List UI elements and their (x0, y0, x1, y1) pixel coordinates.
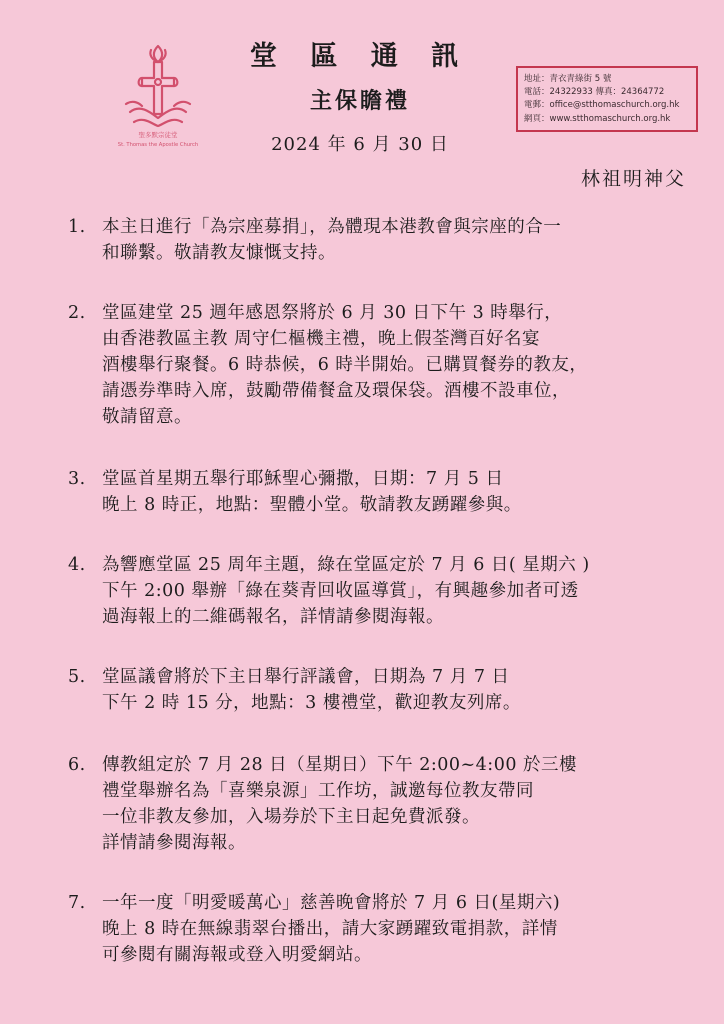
notice-line: 晚上 8 時在無線翡翠台播出，請大家踴躍致電捐款，詳情 (102, 919, 558, 939)
logo-name-zh: 聖多默宗徒堂 (138, 131, 178, 139)
notice-line: 由香港教區主教 周守仁樞機主禮，晚上假荃灣百好名宴 (102, 329, 541, 349)
notice-line: 為響應堂區 25 周年主題，綠在堂區定於 7 月 6 日( 星期六 ) (102, 555, 590, 575)
notice-number: 7. (68, 893, 86, 913)
notice-number: 4. (68, 555, 86, 575)
notice-line: 一年一度「明愛暖萬心」慈善晚會將於 7 月 6 日(星期六) (102, 893, 561, 913)
contact-box (516, 66, 698, 132)
notice-line: 敬請留意。 (102, 407, 192, 427)
contact-email: 電郵：office@stthomaschurch.org.hk (524, 100, 680, 111)
priest-name: 林祖明神父 (580, 168, 686, 190)
notice-line: 一位非教友參加，入場券於下主日起免費派發。 (102, 807, 480, 827)
notice-line: 晚上 8 時正，地點：聖體小堂。敬請教友踴躍參與。 (102, 495, 522, 515)
notice-line: 傳教組定於 7 月 28 日（星期日）下午 2:00~4:00 於三樓 (102, 755, 578, 775)
notice-line: 本主日進行「為宗座募捐」，為體現本港教會與宗座的合一 (102, 217, 562, 237)
logo-name-en: St. Thomas the Apostle Church (117, 142, 199, 148)
notice-line: 詳情請參閱海報。 (102, 833, 246, 853)
bulletin-subtitle: 主保瞻禮 (309, 88, 410, 114)
notice-line: 下午 2 時 15 分，地點：3 樓禮堂，歡迎教友列席。 (102, 693, 521, 713)
church-logo (108, 42, 208, 150)
notice-line: 和聯繫。敬請教友慷慨支持。 (102, 243, 336, 263)
notice-number: 5. (68, 667, 86, 687)
notice-number: 6. (68, 755, 86, 775)
notice-line: 禮堂舉辦名為「喜樂泉源」工作坊，誠邀每位教友帶同 (102, 781, 534, 801)
notice-line: 過海報上的二維碼報名，詳情請參閱海報。 (102, 607, 444, 627)
contact-phone-fax: 電話：24322933 傳真：24364772 (524, 87, 665, 98)
notice-number: 1. (68, 217, 86, 237)
notice-line: 下午 2:00 舉辦「綠在葵青回收區導賞」，有興趣參加者可透 (102, 581, 579, 601)
bulletin-title: 堂 區 通 訊 (249, 41, 471, 72)
notice-line: 堂區首星期五舉行耶穌聖心彌撒，日期：7 月 5 日 (102, 469, 504, 489)
notice-line: 請憑券準時入席，鼓勵帶備餐盒及環保袋。酒樓不設車位， (102, 381, 570, 401)
notice-line: 堂區建堂 25 週年感恩祭將於 6 月 30 日下午 3 時舉行， (102, 303, 563, 323)
notice-line: 堂區議會將於下主日舉行評議會，日期為 7 月 7 日 (102, 667, 510, 687)
notice-number: 3. (68, 469, 86, 489)
notice-line: 酒樓舉行聚餐。6 時恭候，6 時半開始。已購買餐券的教友， (102, 355, 588, 375)
notice-line: 可參閱有關海報或登入明愛網站。 (102, 945, 372, 965)
contact-website: 網頁：www.stthomaschurch.org.hk (524, 113, 671, 124)
contact-address: 地址：青衣青綠街 5 號 (524, 74, 612, 84)
notice-number: 2. (68, 303, 86, 323)
bulletin-date: 2024 年 6 月 30 日 (271, 134, 449, 155)
